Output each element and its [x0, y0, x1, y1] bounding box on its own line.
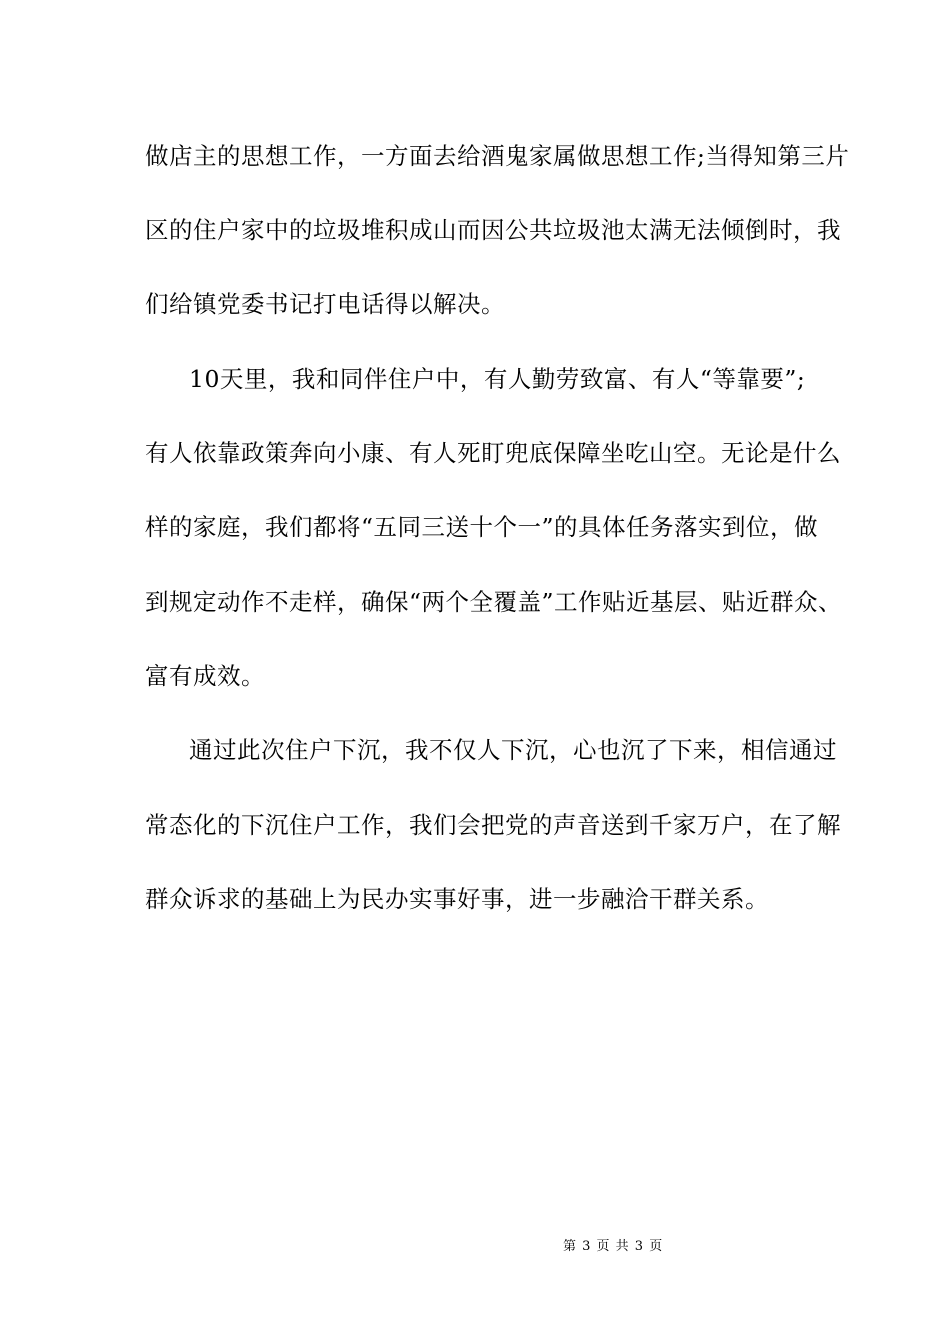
text-line: 通过此次住户下沉，我不仅人下沉，心也沉了下来，相信通过 — [189, 736, 837, 764]
text-line: 10天里，我和同伴住户中，有人勤劳致富、有人“等靠要”; — [189, 365, 806, 393]
text-line: 有人依靠政策奔向小康、有人死盯兜底保障坐吃山空。无论是什么 — [145, 439, 841, 467]
text-line: 群众诉求的基础上为民办实事好事，进一步融洽干群关系。 — [145, 885, 769, 913]
text-line: 们给镇党委书记打电话得以解决。 — [145, 290, 505, 318]
text-line: 样的家庭，我们都将“五同三送十个一”的具体任务落实到位，做 — [145, 513, 819, 541]
text-line: 区的住户家中的垃圾堆积成山而因公共垃圾池太满无法倾倒时，我 — [145, 216, 841, 244]
text-line: 到规定动作不走样，确保“两个全覆盖”工作贴近基层、贴近群众、 — [145, 588, 843, 616]
text-line: 常态化的下沉住户工作，我们会把党的声音送到千家万户，在了解 — [145, 811, 841, 839]
text-line: 富有成效。 — [145, 662, 265, 690]
text-line: 做店主的思想工作，一方面去给酒鬼家属做思想工作;当得知第三片 — [145, 142, 850, 170]
page-number-footer: 第 3 页 共 3 页 — [563, 1239, 664, 1254]
